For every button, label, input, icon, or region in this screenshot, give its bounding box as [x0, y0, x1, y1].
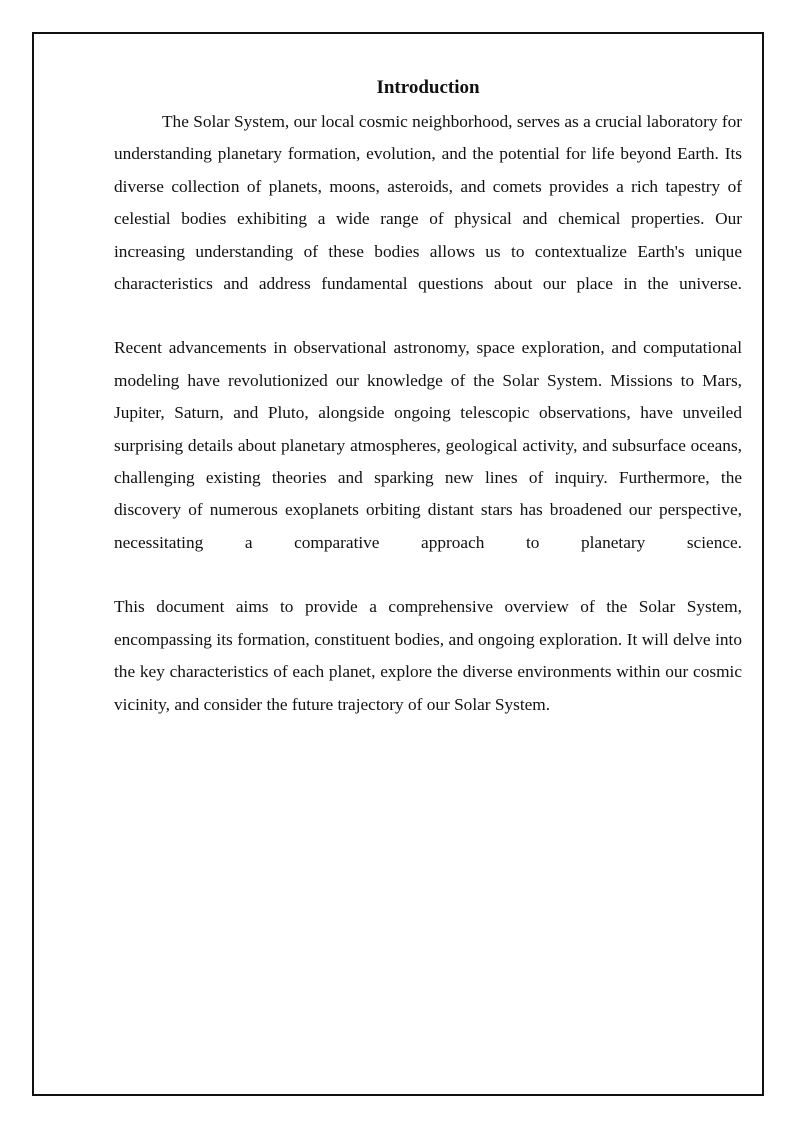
- page-title: Introduction: [376, 77, 480, 98]
- paragraph-2: Recent advancements in observational astronomy, space exploration, and computational modeling have revolutionized our knowledge of the Solar System. Missions to Mars, Jupiter, Saturn, and Pluto, alongside ongoing telescopic observations, have unveiled surprising details about planetary atmospheres, geological activity, and subsurface oceans, challenging existing theories and sparking new lines of inquiry. Furthermore, the discovery of numerous exoplanets orbiting distant stars has broadened our perspective, necessitating a comparative approach to planetary science.: [114, 338, 742, 552]
- document-body: [114, 74, 742, 721]
- paragraph-1: The Solar System, our local cosmic neighborhood, serves as a crucial laboratory for understanding planetary formation, evolution, and the potential for life beyond Earth. Its diverse collection of planets, moons, asteroids, and comets provides a rich tapestry of celestial bodies exhibiting a wide range of physical and chemical properties. Our increasing understanding of these bodies allows us to contextualize Earth's unique characteristics and address fundamental questions about our place in the universe.: [114, 112, 742, 294]
- paragraph-3: This document aims to provide a comprehensive overview of the Solar System, encompassing its formation, constituent bodies, and ongoing exploration. It will delve into the key characteristics of each planet, explore the diverse environments within our cosmic vicinity, and consider the future trajectory of our Solar System.: [114, 597, 742, 714]
